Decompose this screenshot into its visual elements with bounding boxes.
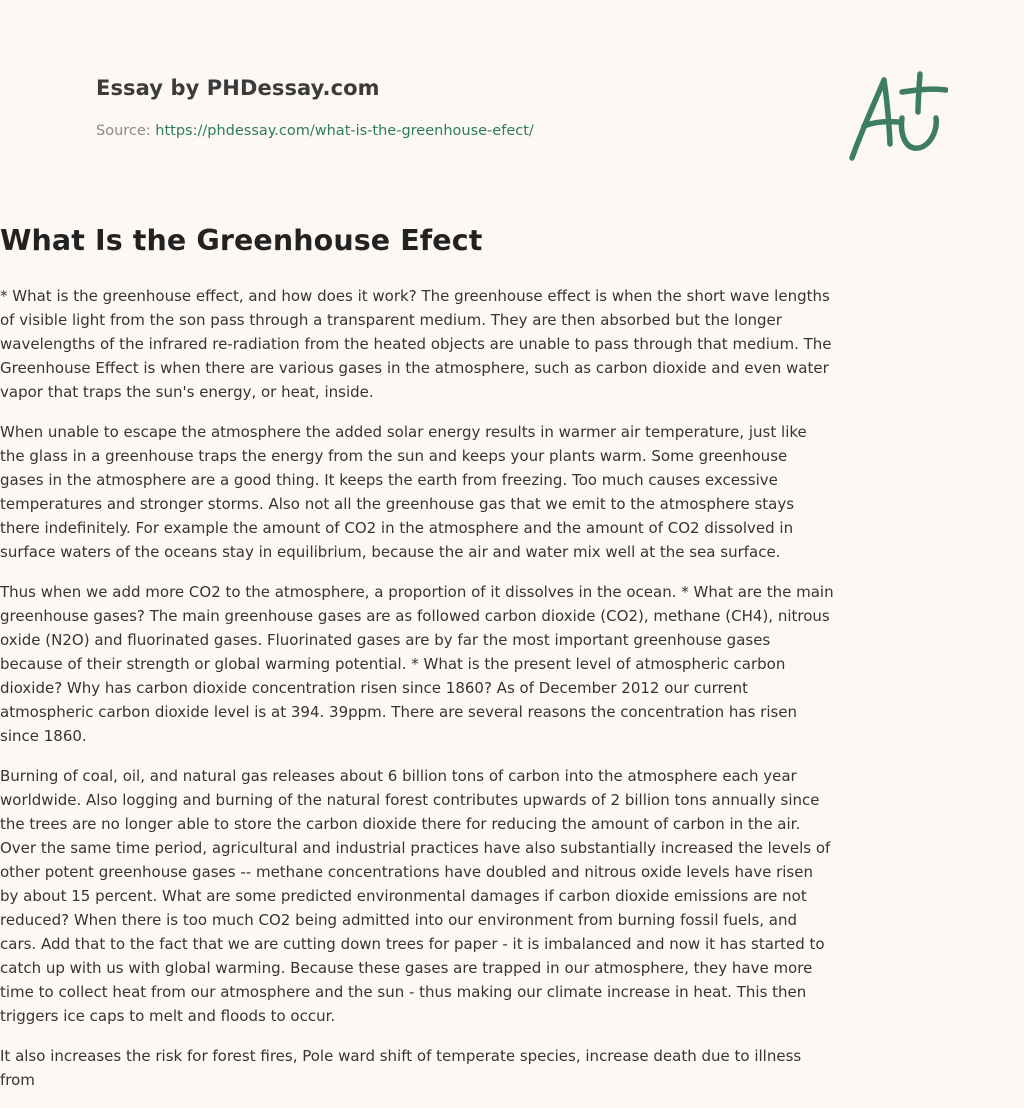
site-title: Essay by PHDessay.com — [96, 76, 380, 100]
essay-paragraph: * What is the greenhouse effect, and how does it work? The greenhouse effect is when the short wave lengths of visible light from the son pass through a transparent medium. They are then absorbed but the longer wavelengths of the infrared re-radiation from the heated objects are unable to pass through that medium. The Greenhouse Effect is when there are various gases in the atmosphere, such as carbon dioxide and even water vapor that traps the sun's energy, or heat, inside. — [0, 287, 832, 401]
header — [96, 0, 928, 200]
essay-paragraph: It also increases the risk for forest fires, Pole ward shift of temperate species, increase death due to illness from — [0, 1047, 802, 1089]
essay-paragraph: Burning of coal, oil, and natural gas releases about 6 billion tons of carbon into the atmosphere each year worldwide. Also logging and burning of the natural forest contributes upwards of 2 billion tons annually since the trees are no longer able to store the carbon dioxide there for reducing the amount of carbon in the air. Over the same time period, agricultural and industrial practices have also substantially increased the levels of other potent greenhouse gases -- methane concentrations have doubled and nitrous oxide levels have risen by about 15 percent. What are some predicted environmental damages if carbon dioxide emissions are not reduced? When there is too much CO2 being admitted into our environment from burning fossil fuels, and cars. Add that to the fact that we are cutting down trees for paper - it is imbalanced and now it has started to catch up with us with global warming. Because these gases are trapped in our atmosphere, they have more time to collect heat from our atmosphere and the sun - thus making our climate increase in heat. This then triggers ice caps to melt and floods to occur. — [0, 767, 831, 1025]
source-link[interactable]: https://phdessay.com/what-is-the-greenhouse-efect/ — [155, 123, 534, 139]
source-line — [96, 123, 534, 139]
essay-paragraph: Thus when we add more CO2 to the atmosphere, a proportion of it dissolves in the ocean. * What are the main greenhouse gases? The main greenhouse gases are as followed carbon dioxide (CO2), methane (CH4), nitrous oxide (N2O) and fluorinated gases. Fluorinated gases are by far the most important greenhouse gases because of their strength or global warming potential. * What is the present level of atmospheric carbon dioxide? Why has carbon dioxide concentration risen since 1860? As of December 2012 our current atmospheric carbon dioxide level is at 394. 39ppm. There are several reasons the concentration has risen since 1860. — [0, 583, 834, 745]
a-plus-logo-icon — [840, 66, 948, 166]
essay-title: What Is the Greenhouse Efect — [0, 224, 483, 257]
essay-body — [0, 284, 835, 1108]
source-label: Source: — [96, 123, 151, 139]
essay-paragraph: When unable to escape the atmosphere the added solar energy results in warmer air temperature, just like the glass in a greenhouse traps the energy from the sun and keeps your plants warm. Some greenhouse gases in the atmosphere are a good thing. It keeps the earth from freezing. Too much causes excessive temperatures and stronger storms. Also not all the greenhouse gas that we emit to the atmosphere stays there indefinitely. For example the amount of CO2 in the atmosphere and the amount of CO2 dissolved in surface waters of the oceans stay in equilibrium, because the air and water mix well at the sea surface. — [0, 423, 807, 561]
